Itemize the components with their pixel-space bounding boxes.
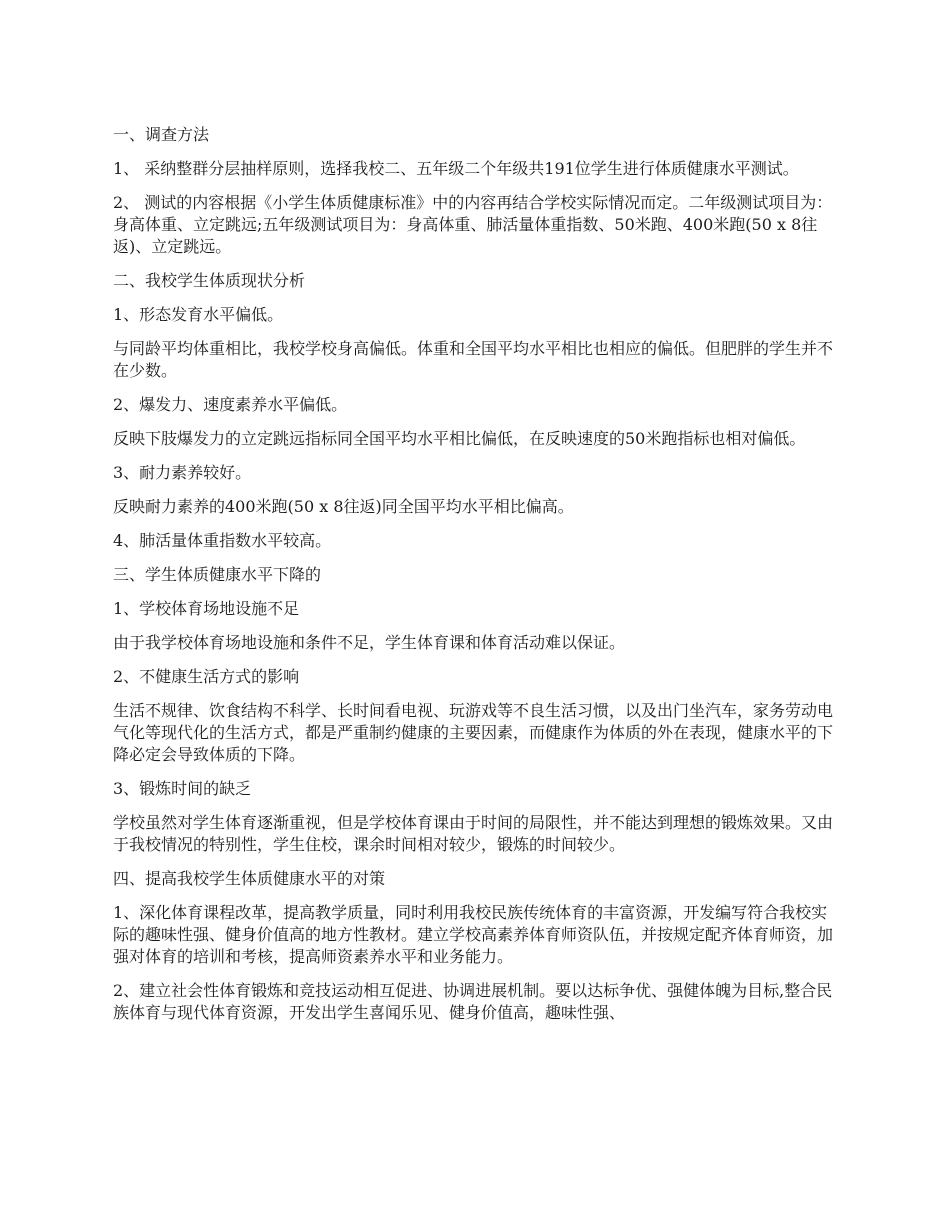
paragraph: 1、深化体育课程改革，提高教学质量，同时利用我校民族传统体育的丰富资源，开发编写符合我校实际的趣味性强、健身价值高的地方性教材。建立学校高素养体育师资队伍，并按规定配齐体育师资，加强对体育的培训和考核，提高师资素养水平和业务能力。 — [113, 903, 834, 966]
subheading: 3、耐力素养较好。 — [113, 463, 252, 482]
heading-decline-causes: 三、学生体质健康水平下降的 — [113, 565, 322, 584]
paragraph: 由于我学校体育场地设施和条件不足，学生体育课和体育活动难以保证。 — [113, 633, 626, 652]
paragraph: 与同龄平均体重相比，我校学校身高偏低。体重和全国平均水平相比也相应的偏低。但肥胖的学生并不在少数。 — [113, 339, 834, 380]
paragraph: 生活不规律、饮食结构不科学、长时间看电视、玩游戏等不良生活习惯，以及出门坐汽车，家务劳动电气化等现代化的生活方式，都是严重制约健康的主要因素，而健康作为体质的外在表现，健康水平的下降必定会导致体质的下降。 — [113, 701, 834, 764]
heading-countermeasures: 四、提高我校学生体质健康水平的对策 — [113, 869, 386, 888]
subheading: 2、爆发力、速度素养水平偏低。 — [113, 395, 348, 414]
subheading: 3、锻炼时间的缺乏 — [113, 779, 252, 798]
paragraph: 反映下肢爆发力的立定跳远指标同全国平均水平相比偏低，在反映速度的50米跑指标也相对偏低。 — [113, 429, 806, 448]
paragraph: 1、 采纳整群分层抽样原则，选择我校二、五年级二个年级共191位学生进行体质健康水平测试。 — [113, 159, 799, 178]
document-body — [113, 124, 839, 1036]
paragraph: 反映耐力素养的400米跑(50 x 8往返)同全国平均水平相比偏高。 — [113, 497, 574, 516]
subheading: 1、形态发育水平偏低。 — [113, 305, 284, 324]
heading-survey-method: 一、调查方法 — [113, 125, 210, 144]
paragraph: 2、 测试的内容根据《小学生体质健康标准》中的内容再结合学校实际情况而定。二年级测试项目为：身高体重、立定跳远;五年级测试项目为：身高体重、肺活量体重指数、50米跑、400米跑(50 x 8往返)、立定跳远。 — [113, 193, 833, 256]
heading-status-analysis: 二、我校学生体质现状分析 — [113, 271, 306, 290]
subheading: 1、学校体育场地设施不足 — [113, 599, 300, 618]
subheading: 4、肺活量体重指数水平较高。 — [113, 531, 332, 550]
paragraph: 2、建立社会性体育锻炼和竞技运动相互促进、协调进展机制。要以达标争优、强健体魄为目标,整合民族体育与现代体育资源，开发出学生喜闻乐见、健身价值高，趣味性强、 — [113, 981, 833, 1022]
subheading: 2、不健康生活方式的影响 — [113, 667, 300, 686]
paragraph: 学校虽然对学生体育逐渐重视，但是学校体育课由于时间的局限性，并不能达到理想的锻炼效果。又由于我校情况的特别性，学生住校，课余时间相对较少，锻炼的时间较少。 — [113, 813, 834, 854]
